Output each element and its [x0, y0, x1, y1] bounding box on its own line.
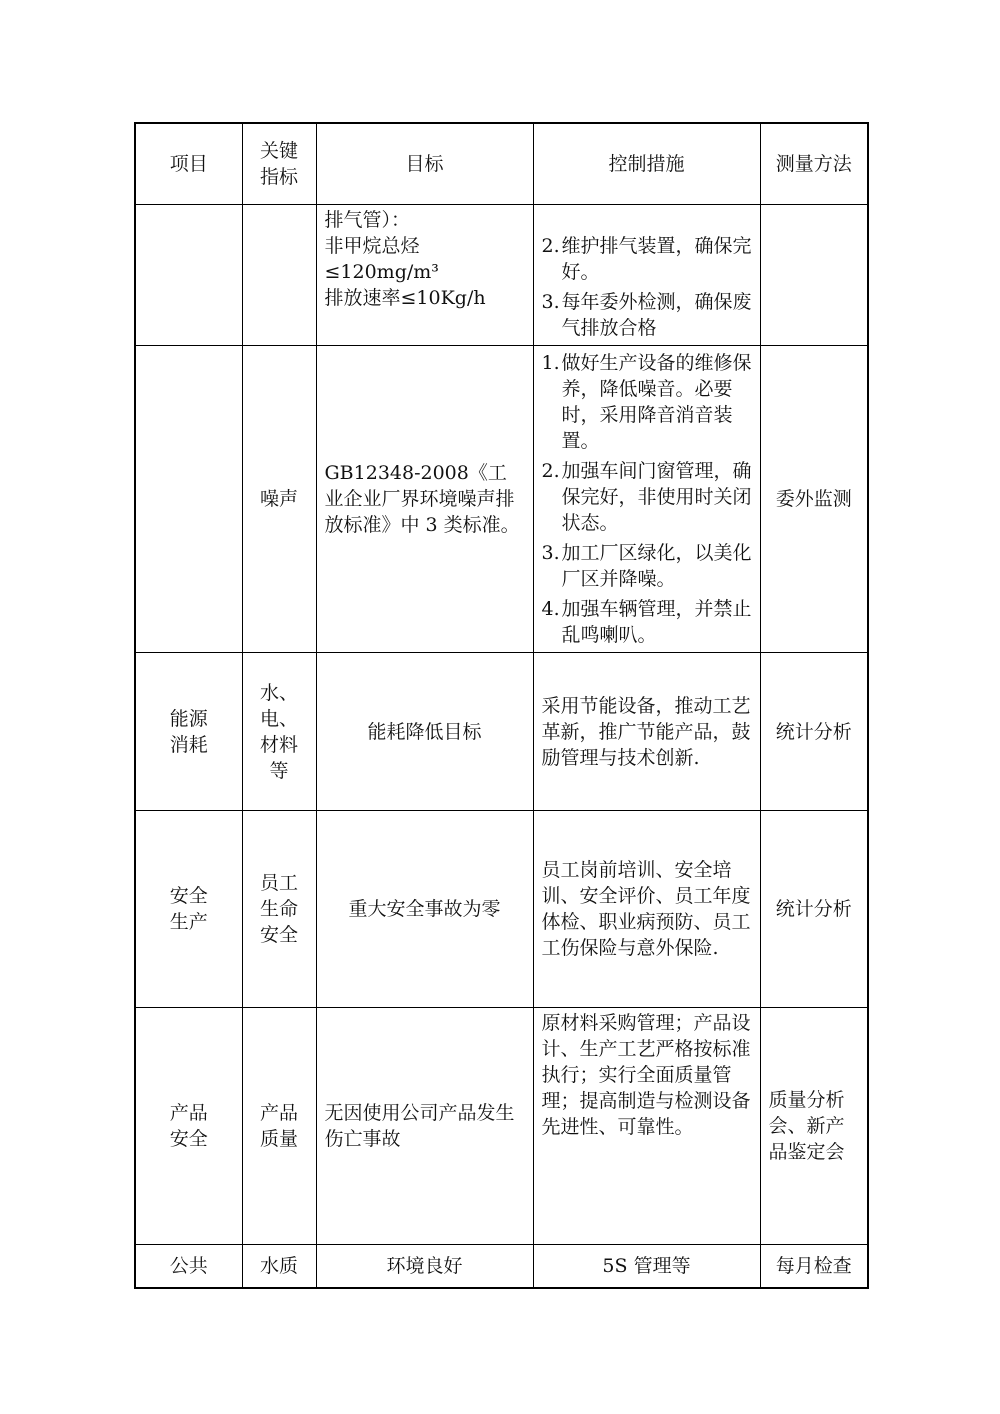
cell-public-item: 公共: [135, 1245, 242, 1288]
cell-public-target: 环境良好: [316, 1245, 533, 1288]
table-row: [135, 1245, 868, 1288]
cell-product-measures: 原材料采购管理；产品设计、生产工艺严格按标准执行；实行全面质量管理；提高制造与检测设备先进性、可靠性。: [533, 1008, 760, 1245]
cell-noise-indicator: 噪声: [242, 346, 316, 653]
header-key-indicator: 关键 指标: [242, 123, 316, 205]
cell-safety-measures: 员工岗前培训、安全培训、安全评价、员工年度体检、职业病预防、员工工伤保险与意外保险.: [533, 811, 760, 1008]
list-item: 3.加工厂区绿化，以美化厂区并降噪。: [541, 542, 752, 590]
exhaust-measures-list: [534, 233, 760, 341]
cell-public-measures: 5S 管理等: [533, 1245, 760, 1288]
cell-product-indicator: 产品 质量: [242, 1008, 316, 1245]
cell-energy-method: 统计分析: [760, 653, 868, 811]
header-item: 项目: [135, 123, 242, 205]
cell-public-method: 每月检查: [760, 1245, 868, 1288]
cell-product-item: 产品 安全: [135, 1008, 242, 1245]
cell-energy-indicator: 水、 电、 材料 等: [242, 653, 316, 811]
table-row: [135, 653, 868, 811]
list-item: 3.每年委外检测，确保废气排放合格: [541, 291, 752, 339]
cell-item-empty: [135, 346, 242, 653]
cell-noise-measures: [533, 346, 760, 653]
cell-exhaust-target: 排气管）： 非甲烷总烃≤120mg/m³ 排放速率≤10Kg/h: [316, 205, 533, 346]
noise-measures-list: [534, 350, 760, 648]
cell-noise-method: 委外监测: [760, 346, 868, 653]
list-item: 4.加强车辆管理，并禁止乱鸣喇叭。: [541, 598, 752, 646]
cell-energy-measures: 采用节能设备，推动工艺革新，推广节能产品，鼓励管理与技术创新.: [533, 653, 760, 811]
list-item: 2.维护排气装置，确保完好。: [541, 235, 752, 283]
cell-energy-item: 能源 消耗: [135, 653, 242, 811]
cell-noise-target: GB12348-2008《工业企业厂界环境噪声排放标准》中 3 类标准。: [316, 346, 533, 653]
table-header-row: [135, 123, 868, 205]
cell-product-method: 质量分析会、新产品鉴定会: [760, 1008, 868, 1245]
cell-indicator-empty: [242, 205, 316, 346]
cell-energy-target: 能耗降低目标: [316, 653, 533, 811]
cell-exhaust-measures: [533, 205, 760, 346]
cell-safety-target: 重大安全事故为零: [316, 811, 533, 1008]
header-target: 目标: [316, 123, 533, 205]
header-control-measures: 控制措施: [533, 123, 760, 205]
cell-item-empty: [135, 205, 242, 346]
cell-safety-item: 安全 生产: [135, 811, 242, 1008]
list-item: 2.加强车间门窗管理，确保完好，非使用时关闭状态。: [541, 460, 752, 534]
table-row: [135, 346, 868, 653]
table-row: [135, 205, 868, 346]
environment-target-table: [134, 122, 869, 1289]
cell-method-empty: [760, 205, 868, 346]
cell-product-target: 无因使用公司产品发生伤亡事故: [316, 1008, 533, 1245]
cell-safety-indicator: 员工 生命 安全: [242, 811, 316, 1008]
list-item: 1.做好生产设备的维修保养，降低噪音。必要时，采用降音消音装置。: [541, 352, 752, 452]
table-row: [135, 1008, 868, 1245]
cell-public-indicator: 水质: [242, 1245, 316, 1288]
header-measurement-method: 测量方法: [760, 123, 868, 205]
table-row: [135, 811, 868, 1008]
cell-safety-method: 统计分析: [760, 811, 868, 1008]
